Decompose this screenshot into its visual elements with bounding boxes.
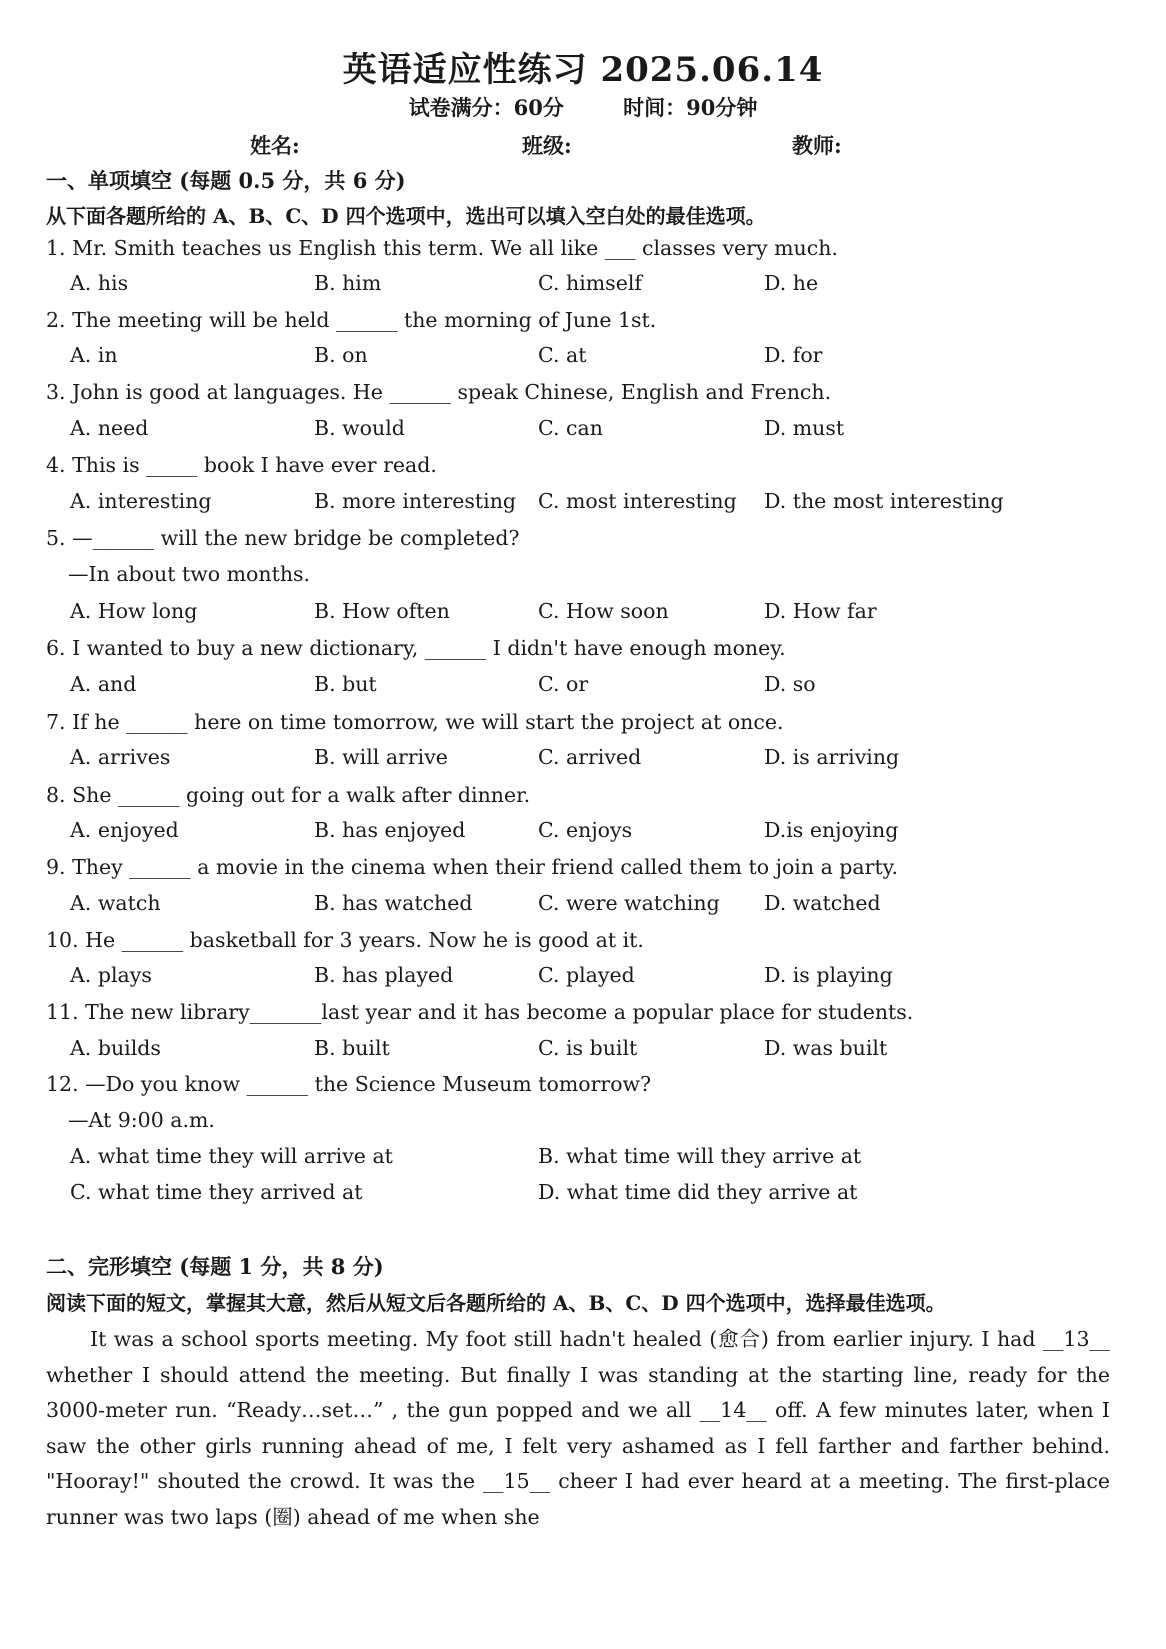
option-d: D. is arriving bbox=[764, 745, 900, 769]
option-d: D. he bbox=[764, 271, 819, 295]
exam-info bbox=[0, 92, 1166, 122]
question-5-options bbox=[0, 599, 1166, 629]
full-score: 试卷满分：60分 bbox=[408, 95, 564, 120]
option-a: A. interesting bbox=[70, 489, 212, 513]
question-12: 12. —Do you know ______ the Science Museum tomorrow? bbox=[46, 1072, 652, 1096]
option-c: C. How soon bbox=[538, 599, 669, 623]
option-d: D. for bbox=[764, 343, 823, 367]
class-label: 班级: bbox=[522, 133, 572, 158]
option-d: D. so bbox=[764, 672, 816, 696]
question-7: 7. If he ______ here on time tomorrow, we will start the project at once. bbox=[46, 710, 784, 734]
option-a: A. arrives bbox=[70, 745, 171, 769]
option-d: D. what time did they arrive at bbox=[538, 1180, 858, 1204]
question-10: 10. He ______ basketball for 3 years. Now he is good at it. bbox=[46, 928, 644, 952]
name-label: 姓名: bbox=[250, 133, 300, 158]
question-4: 4. This is _____ book I have ever read. bbox=[46, 453, 437, 477]
option-c: C. arrived bbox=[538, 745, 642, 769]
option-b: B. would bbox=[314, 416, 405, 440]
option-a: A. enjoyed bbox=[70, 818, 179, 842]
option-c: C. himself bbox=[538, 271, 642, 295]
question-11: 11. The new library_______last year and it has become a popular place for students. bbox=[46, 1000, 914, 1024]
question-5: 5. —______ will the new bridge be completed? bbox=[46, 526, 520, 550]
option-b: B. on bbox=[314, 343, 368, 367]
question-6: 6. I wanted to buy a new dictionary, ______ I didn't have enough money. bbox=[46, 636, 786, 660]
section2-instruction: 阅读下面的短文，掌握其大意，然后从短文后各题所给的 A、B、C、D 四个选项中，选择最佳选项。 bbox=[46, 1291, 946, 1315]
option-a: A. watch bbox=[70, 891, 161, 915]
option-b: B. How often bbox=[314, 599, 450, 623]
question-6-options bbox=[0, 672, 1166, 702]
option-a: A. and bbox=[70, 672, 137, 696]
option-c: C. most interesting bbox=[538, 489, 737, 513]
option-a: A. in bbox=[70, 343, 118, 367]
question-4-options bbox=[0, 489, 1166, 519]
exam-title: 英语适应性练习 2025.06.14 bbox=[342, 50, 824, 90]
exam-time: 时间：90分钟 bbox=[623, 95, 758, 120]
option-a: A. what time they will arrive at bbox=[70, 1144, 393, 1168]
option-b: B. has played bbox=[314, 963, 454, 987]
option-d: D. the most interesting bbox=[764, 489, 1004, 513]
option-b: B. has watched bbox=[314, 891, 473, 915]
option-b: B. more interesting bbox=[314, 489, 517, 513]
cloze-passage bbox=[46, 1322, 1110, 1535]
option-b: B. him bbox=[314, 271, 382, 295]
question-3-options bbox=[0, 416, 1166, 446]
option-c: C. can bbox=[538, 416, 603, 440]
question-8: 8. She ______ going out for a walk after dinner. bbox=[46, 783, 531, 807]
option-a: A. his bbox=[70, 271, 129, 295]
section2-heading: 二、完形填空 (每题 1 分，共 8 分) bbox=[46, 1254, 384, 1279]
option-b: B. has enjoyed bbox=[314, 818, 466, 842]
option-a: A. builds bbox=[70, 1036, 161, 1060]
option-c: C. were watching bbox=[538, 891, 720, 915]
question-1: 1. Mr. Smith teaches us English this term. We all like ___ classes very much. bbox=[46, 236, 838, 260]
question-3: 3. John is good at languages. He ______ speak Chinese, English and French. bbox=[46, 380, 832, 404]
option-a: A. How long bbox=[70, 599, 198, 623]
option-d: D. watched bbox=[764, 891, 881, 915]
option-c: C. played bbox=[538, 963, 635, 987]
question-11-options bbox=[0, 1036, 1166, 1066]
question-7-options bbox=[0, 745, 1166, 775]
question-12-reply: —At 9:00 a.m. bbox=[68, 1108, 215, 1132]
option-b: B. built bbox=[314, 1036, 390, 1060]
option-d: D.is enjoying bbox=[764, 818, 899, 842]
option-b: B. what time will they arrive at bbox=[538, 1144, 862, 1168]
option-b: B. will arrive bbox=[314, 745, 448, 769]
question-12-options-row2 bbox=[0, 1180, 1166, 1210]
option-a: A. plays bbox=[70, 963, 152, 987]
question-1-options bbox=[0, 271, 1166, 301]
question-12-options-row1 bbox=[0, 1144, 1166, 1174]
question-9-options bbox=[0, 891, 1166, 921]
section1-instruction: 从下面各题所给的 A、B、C、D 四个选项中，选出可以填入空白处的最佳选项。 bbox=[46, 204, 766, 228]
question-8-options bbox=[0, 818, 1166, 848]
option-c: C. at bbox=[538, 343, 587, 367]
section1-heading: 一、单项填空 (每题 0.5 分，共 6 分) bbox=[46, 168, 406, 193]
question-9: 9. They ______ a movie in the cinema when their friend called them to join a party. bbox=[46, 855, 899, 879]
question-5-reply: —In about two months. bbox=[68, 562, 311, 586]
question-2-options bbox=[0, 343, 1166, 373]
option-d: D. How far bbox=[764, 599, 877, 623]
cloze-passage-text: It was a school sports meeting. My foot still hadn't healed (愈合) from earlier injury. I had __13__ whether I should attend the meeting. But finally I was standing at the starting line, ready for the 3000-meter run. “Ready…set…” , the gun popped and we all __14__ off. A few minutes later, when I saw the other girls running ahead of me, I felt very ashamed as I fell farther and farther behind. "Hooray!" shouted the crowd. It was the __15__ cheer I had ever heard at a meeting. The first-place runner was two laps (圈) ahead of me when she bbox=[46, 1327, 1110, 1529]
student-info-row bbox=[0, 130, 1166, 160]
question-2: 2. The meeting will be held ______ the morning of June 1st. bbox=[46, 308, 657, 332]
teacher-label: 教师: bbox=[792, 133, 842, 158]
option-d: D. was built bbox=[764, 1036, 888, 1060]
option-c: C. what time they arrived at bbox=[70, 1180, 363, 1204]
option-d: D. must bbox=[764, 416, 845, 440]
option-c: C. enjoys bbox=[538, 818, 633, 842]
option-a: A. need bbox=[70, 416, 149, 440]
question-10-options bbox=[0, 963, 1166, 993]
option-b: B. but bbox=[314, 672, 377, 696]
option-d: D. is playing bbox=[764, 963, 893, 987]
option-c: C. is built bbox=[538, 1036, 638, 1060]
option-c: C. or bbox=[538, 672, 589, 696]
